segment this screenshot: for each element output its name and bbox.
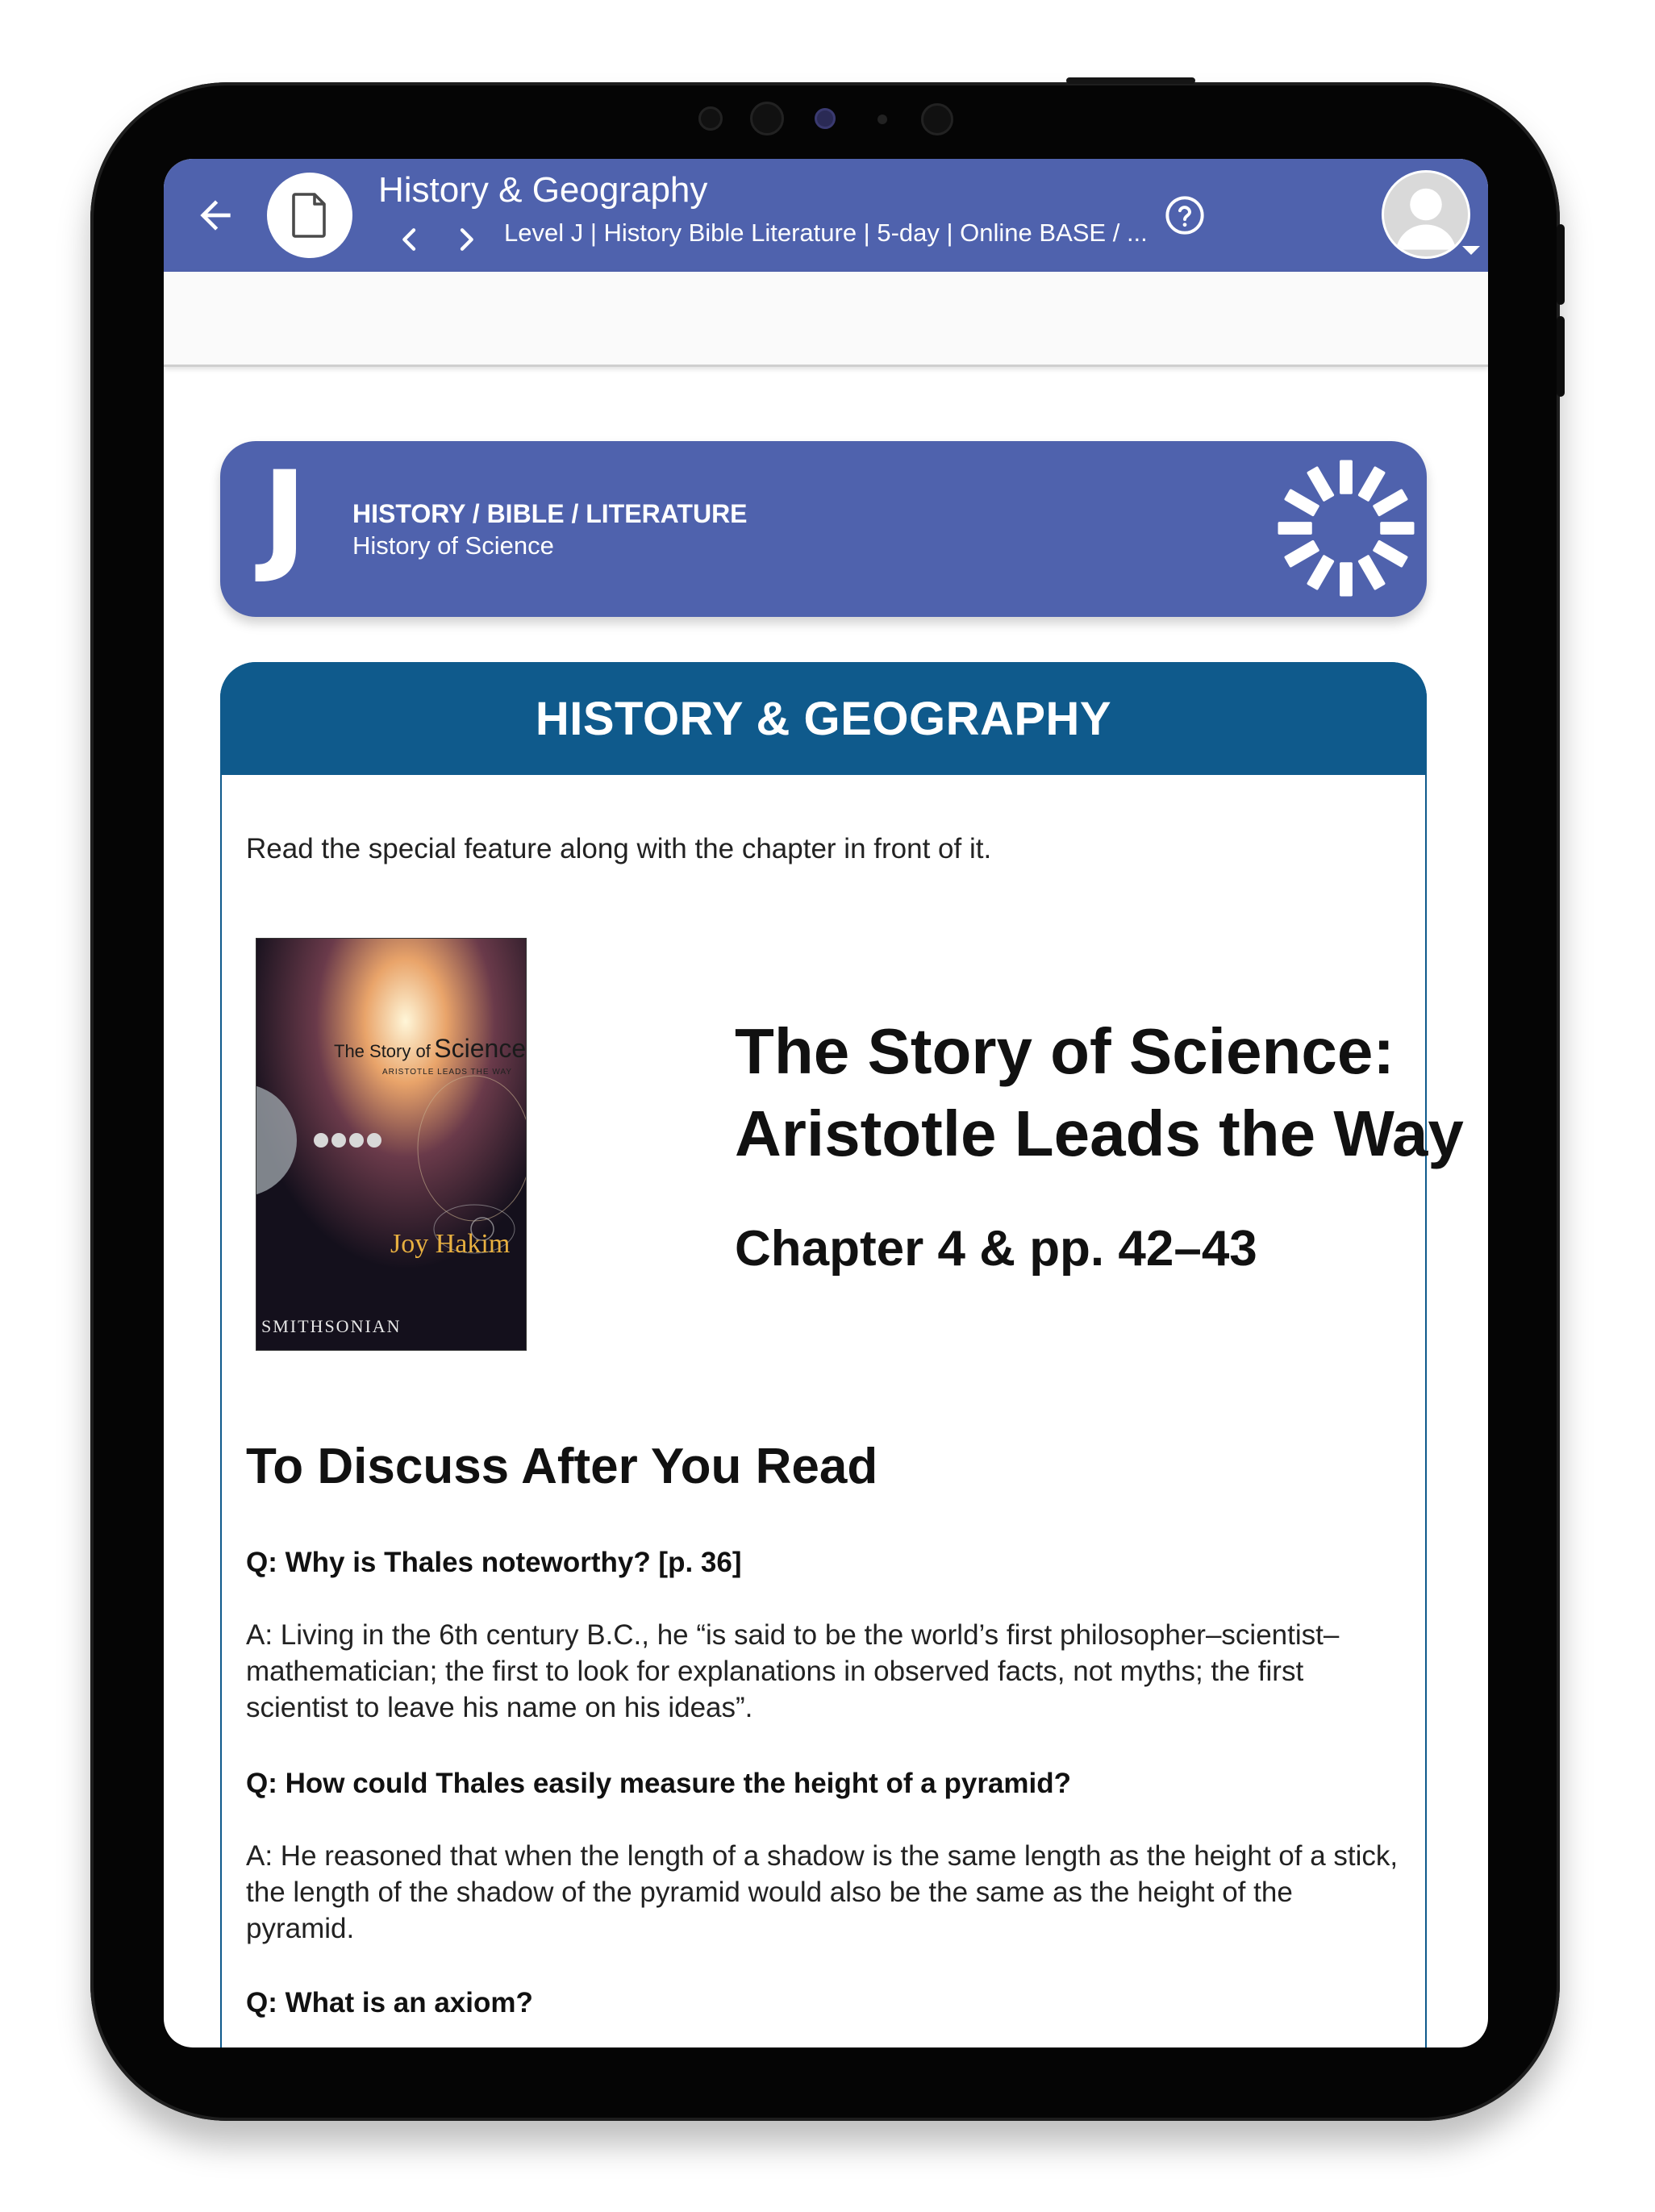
level-letter: J (262, 446, 307, 586)
discuss-heading: To Discuss After You Read (246, 1439, 878, 1494)
chevron-down-icon[interactable] (1462, 246, 1480, 255)
book-cover-subtitle: ARISTOTLE LEADS THE WAY (382, 1068, 512, 1077)
subject-banner (220, 441, 1427, 617)
app-bar-title: History & Geography (378, 170, 708, 210)
starburst-logo-icon (1275, 457, 1417, 599)
sensor-dot (750, 102, 784, 135)
document-icon (290, 193, 330, 238)
book-cover-author: Joy Hakim (390, 1229, 511, 1259)
book-cover-publisher: SMITHSONIAN (261, 1316, 402, 1336)
sensor-dot (878, 115, 887, 124)
arrow-left-icon[interactable] (193, 193, 238, 238)
course-label: History of Science (352, 531, 554, 560)
book-cover-title: The Story of Science (334, 1034, 527, 1063)
power-button (1066, 77, 1195, 84)
book-chapter: Chapter 4 & pp. 42–43 (735, 1221, 1257, 1277)
breadcrumb[interactable]: Level J | History Bible Literature | 5-day | Online BASE / ... (504, 219, 1148, 247)
chevron-right-icon[interactable] (450, 223, 482, 256)
question: Q: Why is Thales noteworthy? [p. 36] (246, 1547, 742, 1578)
subject-label: HISTORY / BIBLE / LITERATURE (352, 499, 748, 528)
volume-up-button (1557, 224, 1565, 305)
book-title: The Story of Science: Aristotle Leads the Way (735, 1015, 1464, 1169)
question: Q: How could Thales easily measure the height of a pyramid? (246, 1768, 1072, 1799)
user-avatar-icon[interactable] (1382, 170, 1470, 259)
section-header: HISTORY & GEOGRAPHY (220, 662, 1427, 775)
sensor-dot (698, 106, 723, 131)
app-bar (164, 159, 1488, 272)
help-circle-icon[interactable] (1164, 194, 1206, 236)
section-intro: Read the special feature along with the chapter in front of it. (246, 833, 992, 864)
volume-down-button (1557, 316, 1565, 397)
book-cover (256, 938, 527, 1351)
toolbar-strip (164, 272, 1488, 367)
front-camera (815, 108, 836, 129)
chevron-left-icon[interactable] (394, 223, 426, 256)
question: Q: What is an axiom? (246, 1987, 533, 2018)
sensor-dot (921, 103, 953, 135)
document-badge (267, 173, 352, 258)
answer: A: Living in the 6th century B.C., he “is said to be the world’s first philosopher–scientist–mathematician; the first to look for explanations in observed facts, not myths; the first scientist to leave his name on his ideas”. (246, 1619, 1340, 1723)
section-card (220, 662, 1464, 2047)
tablet-screen (164, 159, 1488, 2047)
answer: A: He reasoned that when the length of a shadow is the same length as the height of a stick, the length of the shadow of the pyramid would also be the same as the height of the pyramid. (246, 1840, 1399, 1944)
